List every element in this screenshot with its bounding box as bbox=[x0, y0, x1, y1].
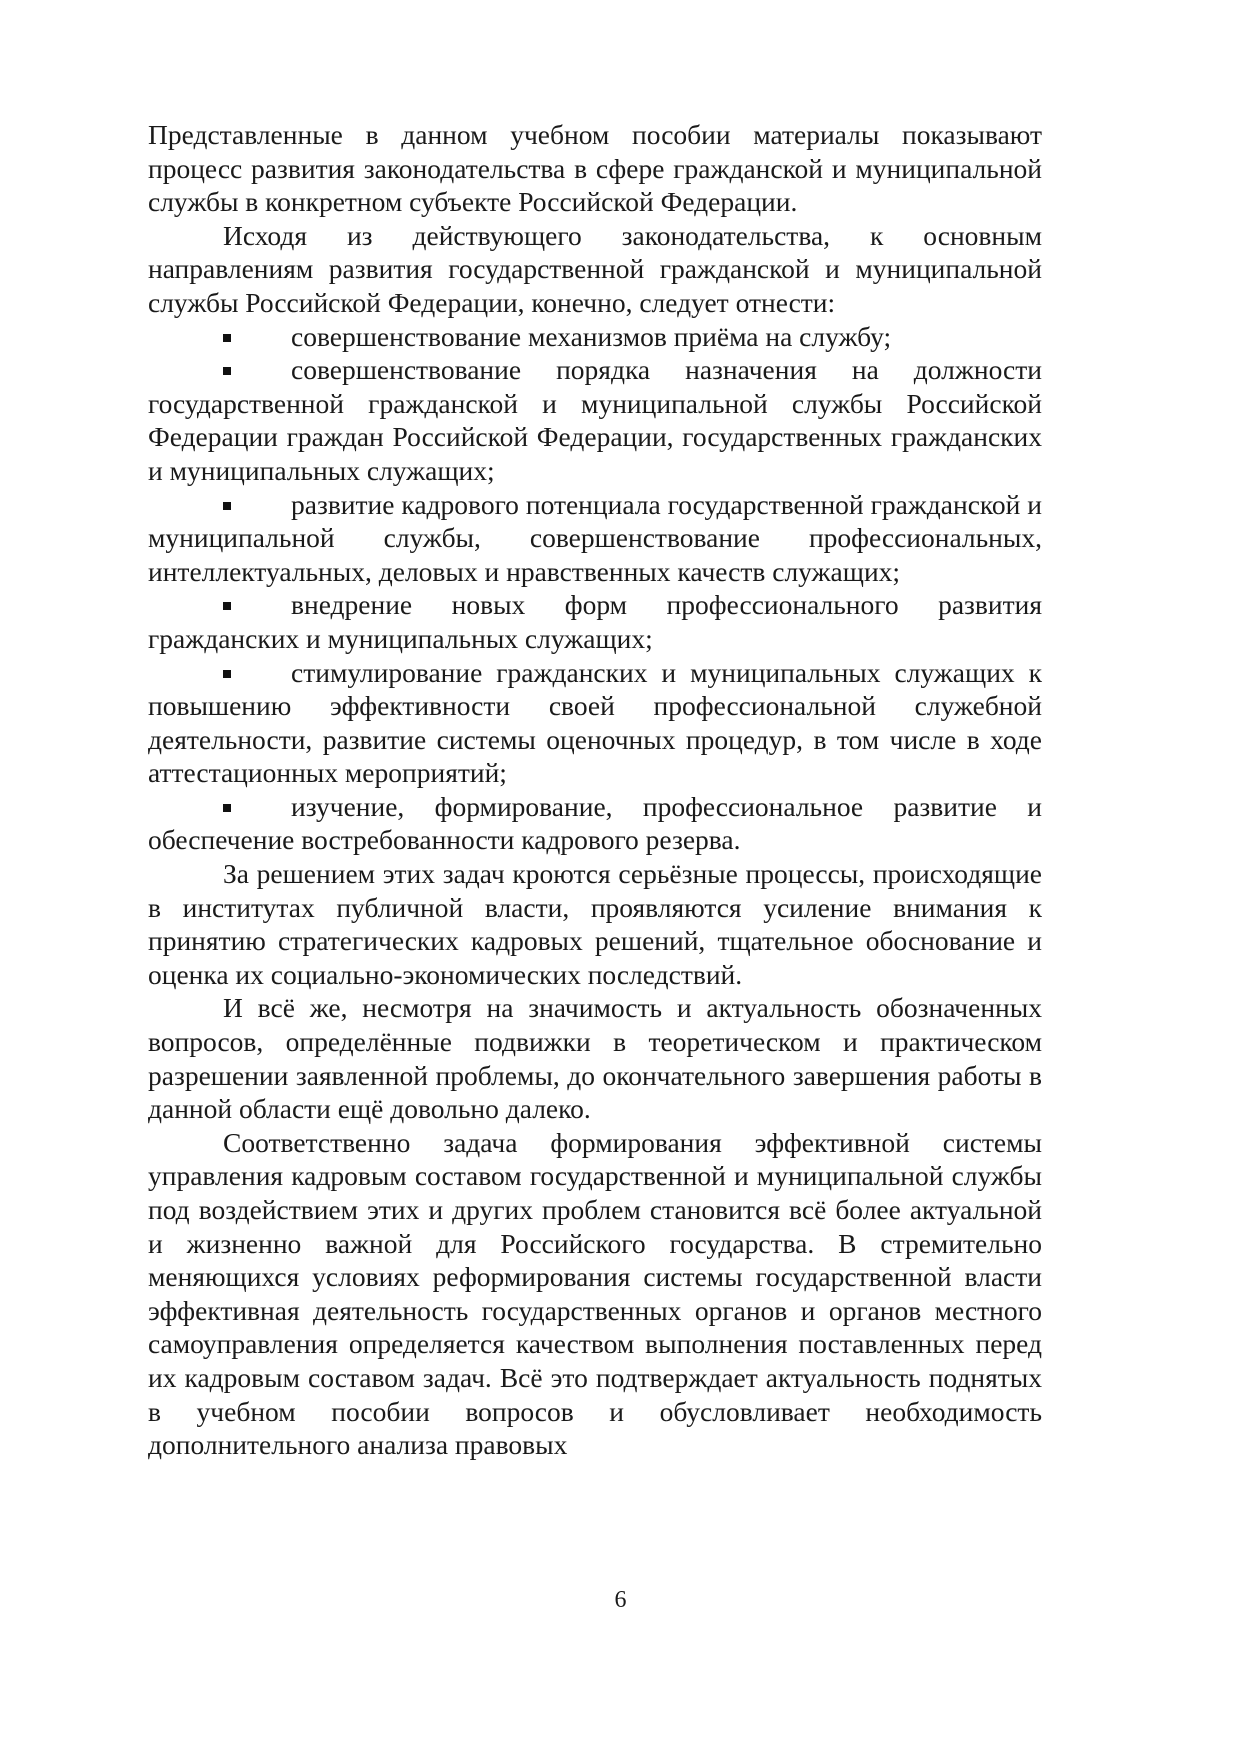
square-bullet-icon bbox=[223, 670, 231, 678]
list-item-text: совершенствование механизмов приёма на службу; bbox=[291, 320, 892, 352]
list-item bbox=[148, 488, 1042, 589]
paragraph-intro: Представленные в данном учебном пособии материалы показывают процесс развития законодательства в сфере гражданской и муниципальной службы в конкретном субъекте Российской Федерации. bbox=[148, 119, 1042, 218]
square-bullet-icon bbox=[223, 334, 231, 342]
list-item-text: совершенствование порядка назначения на должности государственной гражданской и муниципальной службы Российской Федерации граждан Российской Федерации, государственных гражданских и муниципальных служащих; bbox=[148, 354, 1042, 486]
list-item-text: развитие кадрового потенциала государственной гражданской и муниципальной службы, совершенствование профессиональных, интеллектуальных, деловых и нравственных качеств служащих; bbox=[148, 488, 1042, 587]
list-item bbox=[148, 353, 1042, 487]
list-item-text: стимулирование гражданских и муниципальных служащих к повышению эффективности своей профессиональной служебной деятельности, развитие системы оценочных процедур, в том числе в ходе аттестационных мероприятий; bbox=[148, 656, 1042, 789]
list-item bbox=[148, 588, 1042, 655]
list-item bbox=[148, 320, 1042, 354]
square-bullet-icon bbox=[223, 367, 231, 375]
paragraph-directions: Исходя из действующего законодательства, к основным направлениям развития государственной гражданской и муниципальной службы Российской Федерации, конечно, следует отнести: bbox=[148, 219, 1042, 318]
paragraph-relevance: Соответственно задача формирования эффективной системы управления кадровым составом государственной и муниципальной службы под воздействием этих и других проблем становится всё более актуальной и жизненно важной для Российского государства. В стремительно меняющихся условиях реформирования системы государственной власти эффективная деятельность государственных органов и органов местного самоуправления определяется качеством выполнения поставленных перед их кадровым составом задач. Всё это подтверждает актуальность поднятых в учебном пособии вопросов и обусловливает необходимость дополнительного анализа правовых bbox=[148, 1126, 1042, 1461]
paragraph-progress: И всё же, несмотря на значимость и актуальность обозначенных вопросов, определённые подвижки в теоретическом и практическом разрешении заявленной проблемы, до окончательного завершения работы в данной области ещё довольно далеко. bbox=[148, 992, 1042, 1125]
directions-list bbox=[148, 320, 1042, 858]
square-bullet-icon bbox=[223, 602, 231, 610]
paragraph-tasks: За решением этих задач кроются серьёзные процессы, происходящие в институтах публичной власти, проявляются усиление внимания к принятию стратегических кадровых решений, тщательное обоснование и оценка их социально-экономических последствий. bbox=[148, 858, 1042, 990]
page-number: 6 bbox=[614, 1587, 627, 1613]
square-bullet-icon bbox=[223, 502, 231, 510]
list-item-text: внедрение новых форм профессионального развития гражданских и муниципальных служащих; bbox=[148, 589, 1042, 654]
body-text bbox=[148, 118, 1042, 1462]
list-item-text: изучение, формирование, профессиональное развитие и обеспечение востребованности кадрового резерва. bbox=[148, 790, 1042, 856]
square-bullet-icon bbox=[223, 804, 231, 812]
list-item bbox=[148, 656, 1042, 790]
list-item bbox=[148, 790, 1042, 857]
